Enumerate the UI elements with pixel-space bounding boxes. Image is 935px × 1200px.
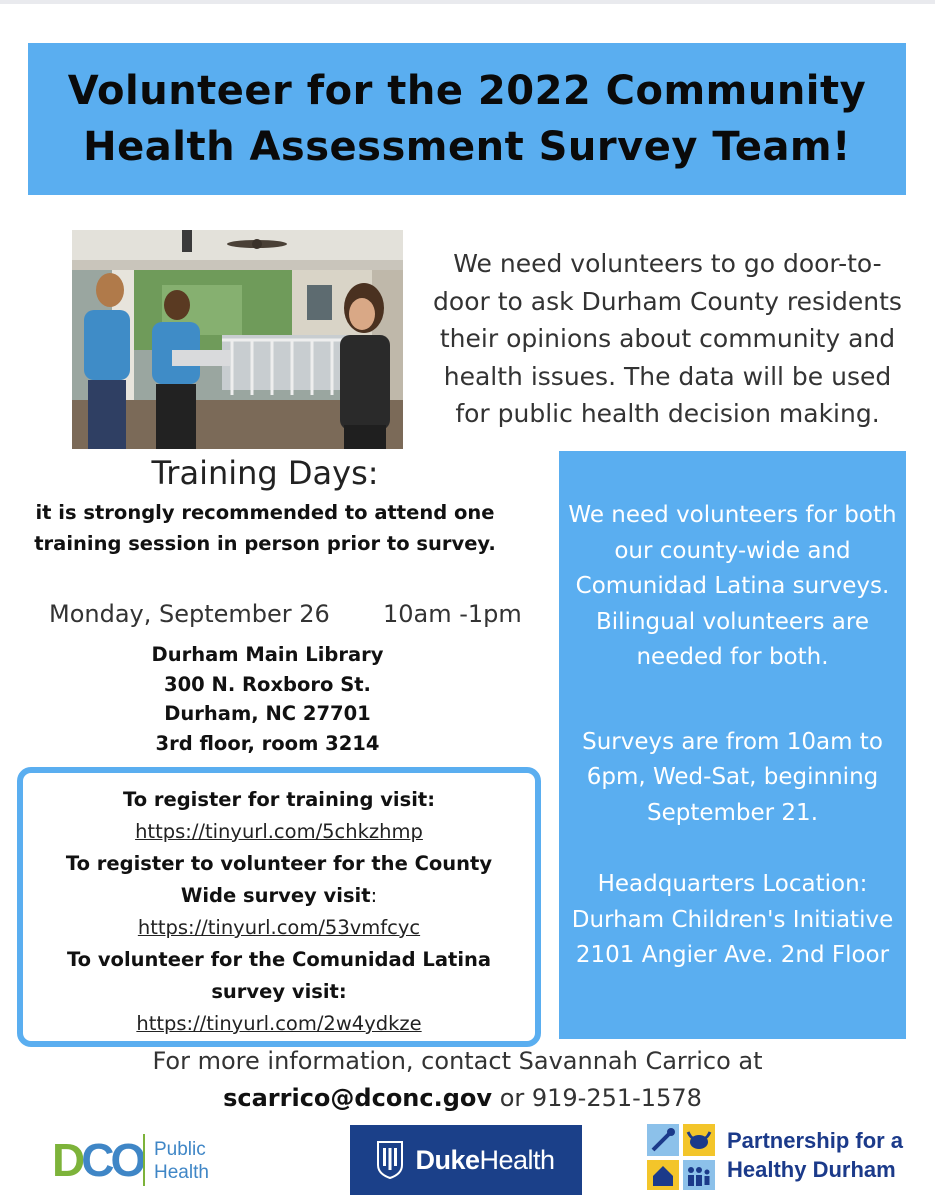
training-register-link[interactable]: https://tinyurl.com/5chkzhmp xyxy=(135,820,423,843)
volunteers-photo xyxy=(72,230,403,449)
dco-public-text: Public xyxy=(154,1139,206,1160)
panel-volunteers-line: needed for both. xyxy=(636,644,829,670)
training-register-label: To register for training visit: xyxy=(122,788,435,811)
title-line-1: Volunteer for the 2022 Community xyxy=(67,68,867,114)
panel-schedule-line: Surveys are from 10am to xyxy=(582,728,883,755)
intro-line-4: health issues. The data will be used xyxy=(443,361,892,391)
phd-wordmark xyxy=(727,1126,917,1184)
panel-volunteers-line: Bilingual volunteers are xyxy=(596,608,869,635)
latina-register-label-2: survey visit: xyxy=(211,980,347,1003)
county-register-label-2: Wide survey visit xyxy=(180,884,371,907)
partnership-healthy-durham-logo xyxy=(645,1122,915,1192)
title-line-2: Health Assessment Survey Team! xyxy=(83,124,851,170)
county-register-label-1: To register to volunteer for the County xyxy=(65,852,493,875)
panel-schedule-line: September 21. xyxy=(646,799,819,826)
panel-volunteers-line: our county-wide and xyxy=(614,537,851,564)
intro-line-5: for public health decision making. xyxy=(455,399,880,428)
phd-icons xyxy=(645,1122,717,1192)
contact-info-line: For more information, contact Savannah Carrico at xyxy=(152,1047,763,1075)
survey-info-panel xyxy=(559,451,906,1039)
training-date: Monday, September 26 xyxy=(49,600,330,628)
dco-health-text: Health xyxy=(154,1162,209,1183)
contact-email-link[interactable]: scarrico@dconc.gov xyxy=(223,1084,493,1112)
contact-details xyxy=(0,1080,925,1116)
title-banner xyxy=(28,43,906,195)
panel-hq-line: Durham Children's Initiative xyxy=(571,906,894,933)
panel-volunteers-line: Comunidad Latina surveys. xyxy=(575,573,890,599)
county-register-link[interactable]: https://tinyurl.com/53vmfcyc xyxy=(137,916,421,939)
location-line: Durham, NC 27701 xyxy=(164,702,371,725)
duke-wordmark: DukeHealth xyxy=(415,1144,555,1175)
county-register-colon: : xyxy=(370,884,378,907)
dco-public-health-logo xyxy=(52,1128,222,1190)
intro-text xyxy=(420,245,915,433)
panel-volunteers-line: We need volunteers for both xyxy=(568,502,897,528)
recommendation-line-1: it is strongly recommended to attend one xyxy=(35,501,495,524)
training-location xyxy=(100,640,435,758)
location-line: 3rd floor, room 3214 xyxy=(155,731,380,755)
panel-schedule-line: 6pm, Wed-Sat, beginning xyxy=(586,764,879,790)
intro-line-1: We need volunteers to go door-to- xyxy=(453,249,882,278)
contact-phone: or 919-251-1578 xyxy=(492,1084,702,1112)
training-time: 10am -1pm xyxy=(383,600,522,628)
intro-line-2: door to ask Durham County residents xyxy=(433,286,902,316)
family-icon xyxy=(688,1167,710,1186)
panel-hq-line: Headquarters Location: xyxy=(597,871,868,897)
recommendation-line-2: training session in person prior to survey. xyxy=(34,532,496,555)
latina-register-link[interactable]: https://tinyurl.com/2w4ydkze xyxy=(136,1012,422,1035)
phd-line-2: Healthy Durham xyxy=(727,1157,896,1182)
duke-health-logo xyxy=(350,1125,582,1195)
training-recommendation xyxy=(10,497,520,559)
latina-register-label-1: To volunteer for the Comunidad Latina xyxy=(66,948,492,971)
panel-hq-line: 2101 Angier Ave. 2nd Floor xyxy=(575,942,890,968)
training-days-heading: Training Days: xyxy=(151,454,379,492)
top-divider xyxy=(0,0,935,4)
dco-letters: DCO xyxy=(52,1134,143,1186)
intro-line-3: their opinions about community and xyxy=(439,324,896,353)
location-line: 300 N. Roxboro St. xyxy=(164,672,371,696)
location-line: Durham Main Library xyxy=(151,643,384,666)
duke-shield-icon xyxy=(377,1141,403,1179)
registration-box xyxy=(17,767,541,1047)
phd-line-1: Partnership for a xyxy=(727,1128,904,1153)
